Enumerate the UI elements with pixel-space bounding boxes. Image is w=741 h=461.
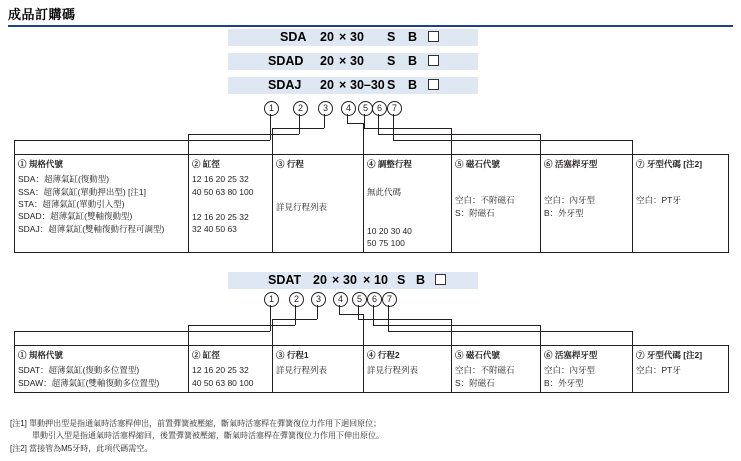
- leader-h-7: [393, 140, 632, 141]
- leader2-v-4: [339, 305, 340, 314]
- col5-body-2: 空白：不附磁石 S：附磁石: [455, 365, 515, 388]
- code-sdaj-magnet: S: [387, 78, 396, 92]
- marker2-7: 7: [382, 292, 397, 307]
- code-sdat-magnet: S: [397, 273, 406, 287]
- code-sda-magnet: S: [387, 30, 396, 44]
- marker-5: 5: [358, 101, 373, 116]
- code-sdat-times1: ×: [332, 273, 340, 287]
- footnotes: [10, 418, 730, 455]
- code-sda-model: SDA: [280, 30, 307, 44]
- drop2-3: [272, 319, 273, 345]
- leader-v-3: [324, 114, 325, 128]
- footnote-1-line-2: 單動引入型是指通氣時活塞桿縮回，後置彈簧被壓縮，斷氣時活塞桿在彈簧復位力作用下伸出原位。: [32, 431, 384, 441]
- leader2-h-3: [272, 319, 317, 320]
- col1-body: SDA：超薄氣缸(復動型) SSA：超薄氣缸(單動押出型) [注1] STA：超薄氣缸(單動引入型) SDAD：超薄氣缸(雙軸復動型) SDAJ：超薄氣缸(雙軸復動行程可調型): [18, 174, 165, 234]
- col3-header-2: ③ 行程1: [276, 350, 309, 360]
- code-sdad-model: SDAD: [268, 54, 304, 68]
- leader-h-3: [272, 128, 324, 129]
- marker-3: 3: [318, 101, 333, 116]
- leader2-h-4: [339, 314, 363, 315]
- col3-body: 詳見行程列表: [276, 202, 328, 213]
- cell-spec-code-1: [15, 155, 189, 253]
- leader2-v-5: [358, 305, 359, 319]
- leader-v-4: [347, 114, 348, 123]
- marker-2: 2: [293, 101, 308, 116]
- cell-stroke2-2: [364, 346, 452, 393]
- code-sdat-rod-thread: B: [416, 273, 426, 287]
- page-title: 成品訂購碼: [8, 7, 76, 22]
- drop2-2: [188, 325, 189, 345]
- marker2-1: 1: [264, 292, 279, 307]
- code-sdad-stroke: 30: [350, 54, 364, 68]
- code-sdat-stroke1: 30: [343, 273, 357, 287]
- leader2-h-5: [358, 319, 451, 320]
- leader2-v-2: [295, 305, 296, 325]
- leader-h-4: [347, 123, 363, 124]
- drop-3: [272, 128, 273, 154]
- leader-v-1: [270, 114, 271, 140]
- leader-v-5: [364, 114, 365, 128]
- leader2-h-7: [388, 331, 632, 332]
- col3-header: ③ 行程: [276, 159, 304, 169]
- marker-1: 1: [264, 101, 279, 116]
- col2-body-2: 12 16 20 25 32 40 50 63 80 100: [192, 365, 254, 388]
- col6-header: ⑥ 活塞桿牙型: [544, 159, 598, 169]
- col2-body: 12 16 20 25 32 40 50 63 80 100 12 16 20 25 32 32 40 50 63: [192, 174, 254, 235]
- leader2-h-6: [373, 325, 540, 326]
- marker-4: 4: [341, 101, 356, 116]
- col2-header-2: ② 缸徑: [192, 350, 220, 360]
- col4-body-2: 詳見行程列表: [367, 365, 419, 376]
- code-sdaj-rod-thread: B: [408, 78, 418, 92]
- drop2-1: [14, 331, 15, 345]
- col1-header: ① 規格代號: [18, 159, 63, 169]
- cell-adjust-stroke-1: [364, 155, 452, 253]
- marker2-2: 2: [289, 292, 304, 307]
- spec-table-1: [14, 154, 729, 253]
- code-sdat-model: SDAT: [268, 273, 302, 287]
- leader-h-5: [364, 128, 451, 129]
- col5-header: ⑤ 磁石代號: [455, 159, 500, 169]
- cell-spec-code-2: [15, 346, 189, 393]
- col7-header: ⑦ 牙型代碼 [注2]: [636, 159, 703, 169]
- leader-h-1: [14, 140, 270, 141]
- col6-body-2: 空白：內牙型 B：外牙型: [544, 365, 596, 388]
- drop-2: [188, 134, 189, 154]
- order-code-sda: [228, 29, 478, 46]
- col4-body: 無此代碼 10 20 30 40 50 75 100: [367, 187, 412, 248]
- drop2-4: [363, 314, 364, 345]
- leader2-h-1: [14, 331, 270, 332]
- cell-bore-2: [189, 346, 273, 393]
- marker-7: 7: [387, 101, 402, 116]
- marker2-6: 6: [367, 292, 382, 307]
- drop-6: [540, 134, 541, 154]
- cell-stroke1-2: [273, 346, 364, 393]
- col4-header: ④ 調整行程: [367, 159, 412, 169]
- code-sdaj-thread-box: [428, 77, 439, 94]
- marker2-3: 3: [311, 292, 326, 307]
- col7-header-2: ⑦ 牙型代碼 [注2]: [636, 350, 703, 360]
- code-sda-rod-thread: B: [408, 30, 418, 44]
- cell-magnet-2: [452, 346, 541, 393]
- footnote-1-line-1: [注1] 單動押出型是指通氣時活塞桿伸出，前置彈簧被壓縮，斷氣時活塞桿在彈簧復位力作用下迴回原位；: [10, 419, 382, 428]
- code-sdad-rod-thread: B: [408, 54, 418, 68]
- col3-body-2: 詳見行程列表: [276, 365, 328, 376]
- code-sdad-times: ×: [339, 54, 347, 68]
- code-sdaj-model: SDAJ: [268, 78, 302, 92]
- code-sdat-stroke2: 10: [374, 273, 388, 287]
- leader-v-7: [393, 114, 394, 140]
- leader-v-6: [378, 114, 379, 134]
- cell-thread-code-2: [633, 346, 729, 393]
- code-sdat-thread-box: [435, 272, 446, 289]
- col1-header-2: ① 規格代號: [18, 350, 63, 360]
- order-code-sdaj: [228, 77, 478, 94]
- col6-body: 空白：內牙型 B：外牙型: [544, 195, 596, 218]
- drop2-6: [540, 325, 541, 345]
- col4-header-2: ④ 行程2: [367, 350, 400, 360]
- code-sdaj-stroke: 30–30: [350, 78, 385, 92]
- cell-rod-thread-1: [541, 155, 633, 253]
- code-sdaj-times: ×: [339, 78, 347, 92]
- code-sdad-bore: 20: [320, 54, 334, 68]
- leader2-v-1: [270, 305, 271, 331]
- code-sdaj-bore: 20: [320, 78, 334, 92]
- marker2-4: 4: [333, 292, 348, 307]
- title-divider: [8, 25, 733, 27]
- leader2-h-2: [188, 325, 295, 326]
- marker2-5: 5: [352, 292, 367, 307]
- leader2-v-6: [373, 305, 374, 325]
- page-title-bar: [8, 4, 733, 27]
- col5-header-2: ⑤ 磁石代號: [455, 350, 500, 360]
- leader2-v-7: [388, 305, 389, 331]
- cell-magnet-1: [452, 155, 541, 253]
- drop-4: [363, 123, 364, 154]
- footnote-2: [注2] 當接管為M5牙時，此項代碼需空。: [10, 443, 153, 453]
- order-code-sdad: [228, 53, 478, 70]
- cell-bore-1: [189, 155, 273, 253]
- order-code-sdat: [228, 272, 478, 289]
- cell-thread-code-1: [633, 155, 729, 253]
- leader-h-2: [188, 134, 299, 135]
- cell-rod-thread-2: [541, 346, 633, 393]
- code-sdat-bore: 20: [313, 273, 327, 287]
- drop2-5: [451, 319, 452, 345]
- code-sda-stroke: 30: [350, 30, 364, 44]
- drop-7: [632, 140, 633, 154]
- col2-header: ② 缸徑: [192, 159, 220, 169]
- drop2-7: [632, 331, 633, 345]
- drop-1: [14, 140, 15, 154]
- col7-body-2: 空白：PT牙: [636, 365, 681, 376]
- leader-v-2: [299, 114, 300, 134]
- col7-body: 空白：PT牙: [636, 195, 681, 206]
- code-sdad-thread-box: [428, 53, 439, 70]
- col1-body-2: SDAT：超薄氣缸(復動多位置型) SDAW：超薄氣缸(雙軸復動多位置型): [18, 365, 160, 388]
- marker-6: 6: [372, 101, 387, 116]
- code-sda-thread-box: [428, 29, 439, 46]
- col5-body: 空白：不附磁石 S：附磁石: [455, 195, 515, 218]
- code-sdat-times2: ×: [363, 273, 371, 287]
- leader-h-6: [378, 134, 540, 135]
- col6-header-2: ⑥ 活塞桿牙型: [544, 350, 598, 360]
- code-sda-bore: 20: [320, 30, 334, 44]
- code-sda-times: ×: [339, 30, 347, 44]
- drop-5: [451, 128, 452, 154]
- spec-table-2: [14, 345, 729, 393]
- leader2-v-3: [317, 305, 318, 319]
- code-sdad-magnet: S: [387, 54, 396, 68]
- cell-stroke-1: [273, 155, 364, 253]
